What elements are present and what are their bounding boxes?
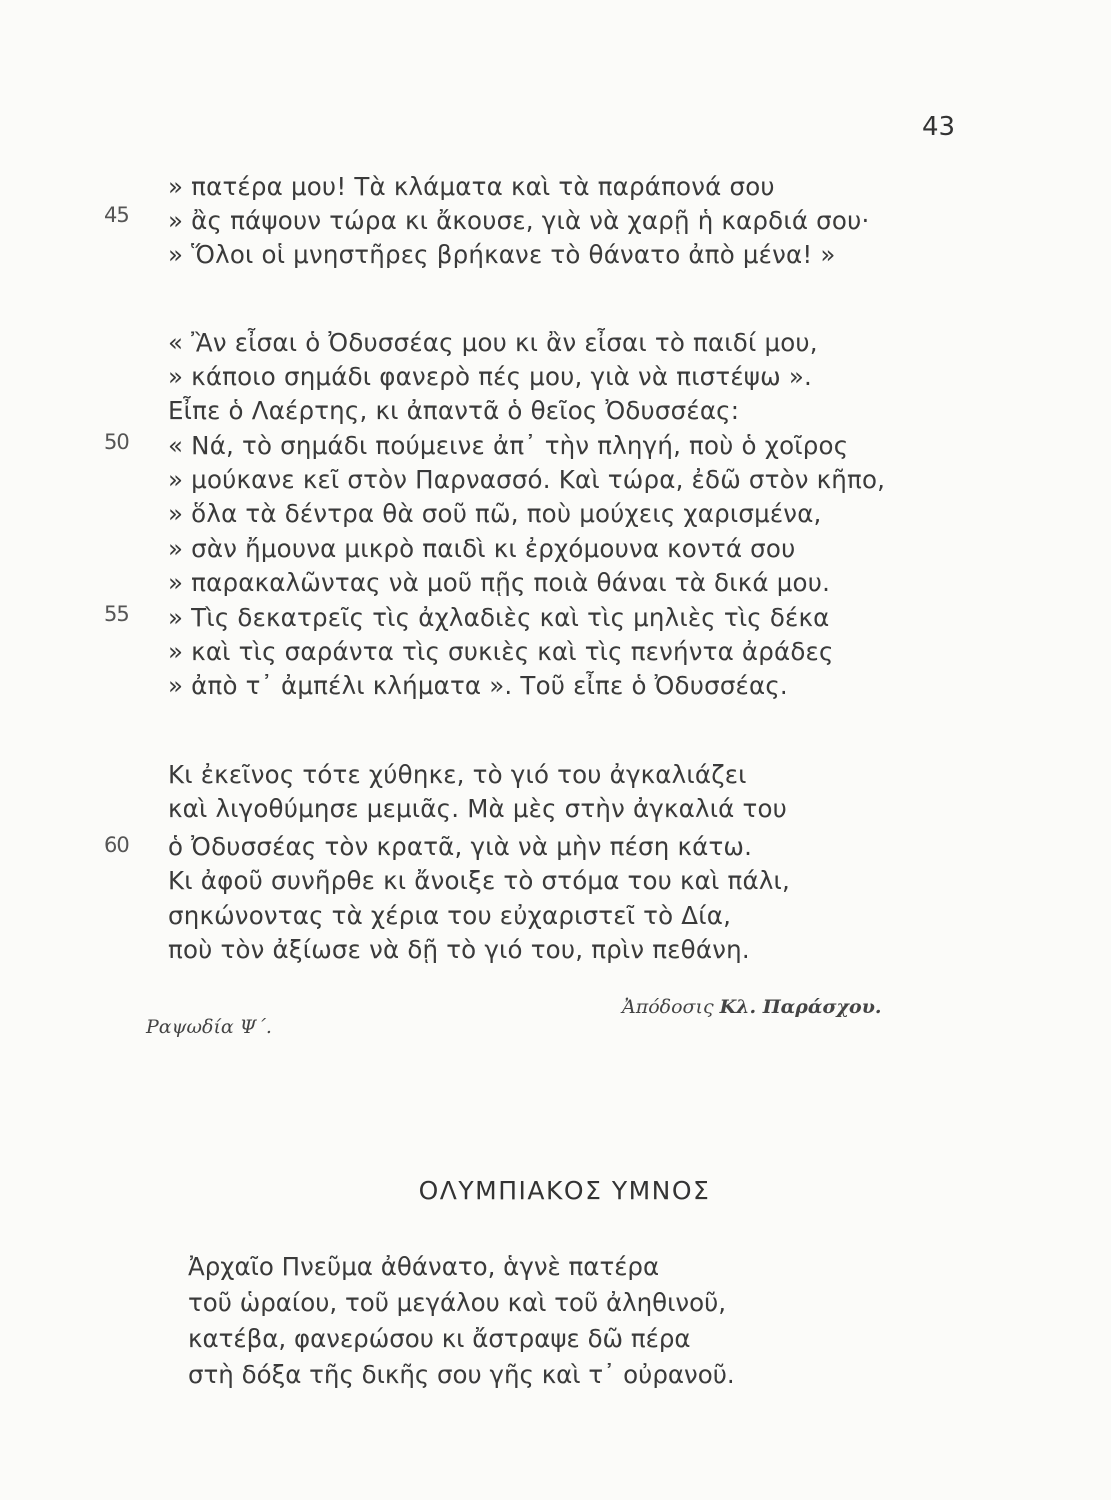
verse-line: » καὶ τὶς σαράντα τὶς συκιὲς καὶ τὶς πενήντα ἀράδες: [168, 637, 834, 666]
line-number: 60: [104, 833, 129, 857]
verse-line: » Ὅλοι οἱ μνηστῆρες βρήκανε τὸ θάνατο ἀπὸ μένα! »: [168, 240, 836, 269]
verse-line: » Τὶς δεκατρεῖς τὶς ἀχλαδιὲς καὶ τὶς μηλιὲς τὶς δέκα: [168, 603, 830, 632]
verse-line: Κι ἐκεῖνος τότε χύθηκε, τὸ γιό του ἀγκαλιάζει: [168, 760, 747, 789]
verse-line: ποὺ τὸν ἀξίωσε νὰ δῇ τὸ γιό του, πρὶν πεθάνη.: [168, 935, 750, 964]
verse-line: » μούκανε κεῖ στὸν Παρνασσό. Καὶ τώρα, ἐδῶ στὸν κῆπο,: [168, 465, 886, 494]
verse-line: Κι ἀφοῦ συνῆρθε κι ἄνοιξε τὸ στόμα του καὶ πάλι,: [168, 866, 790, 895]
verse-line: » παρακαλῶντας νὰ μοῦ πῇς ποιὰ θάναι τὰ δικά μου.: [168, 568, 831, 597]
line-number: 55: [104, 602, 129, 626]
verse-line: Εἶπε ὁ Λαέρτης, κι ἀπαντᾶ ὁ θεῖος Ὀδυσσέας:: [168, 396, 740, 425]
verse-line: » σὰν ἤμουνα μικρὸ παιδὶ κι ἐρχόμουνα κοντά σου: [168, 534, 796, 563]
verse-line: σηκώνοντας τὰ χέρια του εὐχαριστεῖ τὸ Δία,: [168, 901, 732, 930]
translator-name: Κλ. Παράσχου.: [719, 996, 882, 1018]
verse-line: » ἂς πάψουν τώρα κι ἄκουσε, γιὰ νὰ χαρῇ ἡ καρδιά σου·: [168, 206, 870, 235]
hymn-line: κατέβα, φανερώσου κι ἄστραψε δῶ πέρα: [188, 1324, 691, 1353]
translation-attribution: [622, 996, 882, 1018]
attribution-prefix: Ἀπόδοσις: [622, 996, 714, 1018]
verse-line: ὁ Ὀδυσσέας τὸν κρατᾶ, γιὰ νὰ μὴν πέση κάτω.: [168, 832, 753, 861]
verse-line: καὶ λιγοθύμησε μεμιᾶς. Μὰ μὲς στὴν ἀγκαλιά του: [168, 794, 788, 823]
verse-line: » πατέρα μου! Τὰ κλάματα καὶ τὰ παράπονά σου: [168, 172, 775, 201]
hymn-line: στὴ δόξα τῆς δικῆς σου γῆς καὶ τ᾽ οὐρανοῦ.: [188, 1360, 735, 1389]
page-number: 43: [922, 112, 956, 142]
verse-line: « Ἂν εἶσαι ὁ Ὀδυσσέας μου κι ἂν εἶσαι τὸ παιδί μου,: [168, 328, 818, 357]
hymn-line: τοῦ ὡραίου, τοῦ μεγάλου καὶ τοῦ ἀληθινοῦ,: [188, 1288, 727, 1317]
verse-line: » ὅλα τὰ δέντρα θὰ σοῦ πῶ, ποὺ μούχεις χαρισμένα,: [168, 499, 822, 528]
line-number: 50: [104, 430, 129, 454]
rhapsody-reference: Ραψωδία Ψ΄.: [146, 1016, 272, 1038]
verse-line: » ἀπὸ τ᾽ ἀμπέλι κλήματα ». Τοῦ εἶπε ὁ Ὀδυσσέας.: [168, 671, 788, 700]
hymn-line: Ἀρχαῖο Πνεῦμα ἀθάνατο, ἁγνὲ πατέρα: [188, 1252, 660, 1281]
hymn-title: ΟΛΥΜΠΙΑΚΟΣ ΥΜΝΟΣ: [418, 1176, 711, 1205]
verse-line: » κάποιο σημάδι φανερὸ πές μου, γιὰ νὰ πιστέψω ».: [168, 362, 813, 391]
verse-line: « Νά, τὸ σημάδι πούμεινε ἀπ᾽ τὴν πληγή, ποὺ ὁ χοῖρος: [168, 431, 849, 460]
line-number: 45: [104, 203, 129, 227]
